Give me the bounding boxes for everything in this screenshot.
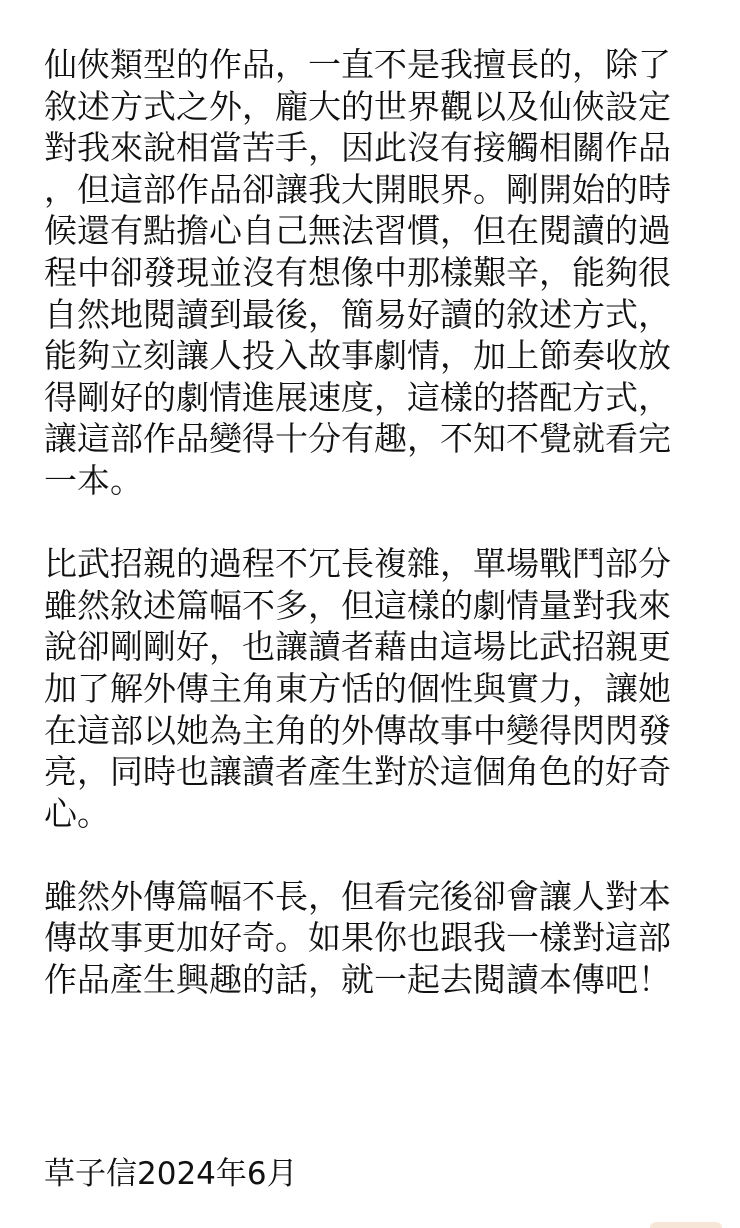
text-line: 自然地閱讀到最後，簡易好讀的敘述方式，: [44, 294, 671, 334]
text-line: 讓這部作品變得十分有趣，不知不覺就看完: [44, 419, 671, 459]
author-signature: 草子信2024年6月: [44, 1156, 298, 1192]
paragraph-3: [44, 876, 696, 1001]
paragraph-2: [44, 543, 696, 834]
paragraph-1: [44, 44, 696, 502]
text-line: 雖然外傳篇幅不長，但看完後卻會讓人對本: [44, 876, 671, 916]
text-line: 候還有點擔心自己無法習慣，但在閱讀的過: [44, 211, 671, 251]
corner-decoration: [650, 1222, 722, 1228]
text-line: 亮，同時也讓讀者產生對於這個角色的好奇: [44, 752, 671, 792]
text-line: 說卻剛剛好，也讓讀者藉由這場比武招親更: [44, 627, 671, 667]
text-line: 能夠立刻讓人投入故事劇情，加上節奏收放: [44, 336, 671, 376]
text-line: 得剛好的劇情進展速度，這樣的搭配方式，: [44, 377, 671, 417]
text-line: 傳故事更加好奇。如果你也跟我一樣對這部: [44, 918, 671, 958]
text-line: 在這部以她為主角的外傳故事中變得閃閃發: [44, 710, 671, 750]
text-line: 程中卻發現並沒有想像中那樣艱辛，能夠很: [44, 252, 671, 292]
text-line: 雖然敘述篇幅不多，但這樣的劇情量對我來: [44, 585, 671, 625]
text-line: 心。: [44, 793, 110, 833]
text-line: ，但這部作品卻讓我大開眼界。剛開始的時: [44, 169, 671, 209]
review-text: [44, 44, 696, 1001]
text-line: 仙俠類型的作品，一直不是我擅長的，除了: [44, 45, 671, 84]
text-line: 一本。: [44, 460, 143, 500]
text-line: 敘述方式之外，龐大的世界觀以及仙俠設定: [44, 86, 671, 126]
text-line: 加了解外傳主角東方恬的個性與實力，讓她: [44, 668, 671, 708]
text-line: 作品產生興趣的話，就一起去閱讀本傳吧！: [44, 960, 671, 1000]
text-line: 對我來說相當苦手，因此沒有接觸相關作品: [44, 128, 671, 168]
text-line: 比武招親的過程不冗長複雜，單場戰鬥部分: [44, 544, 671, 584]
